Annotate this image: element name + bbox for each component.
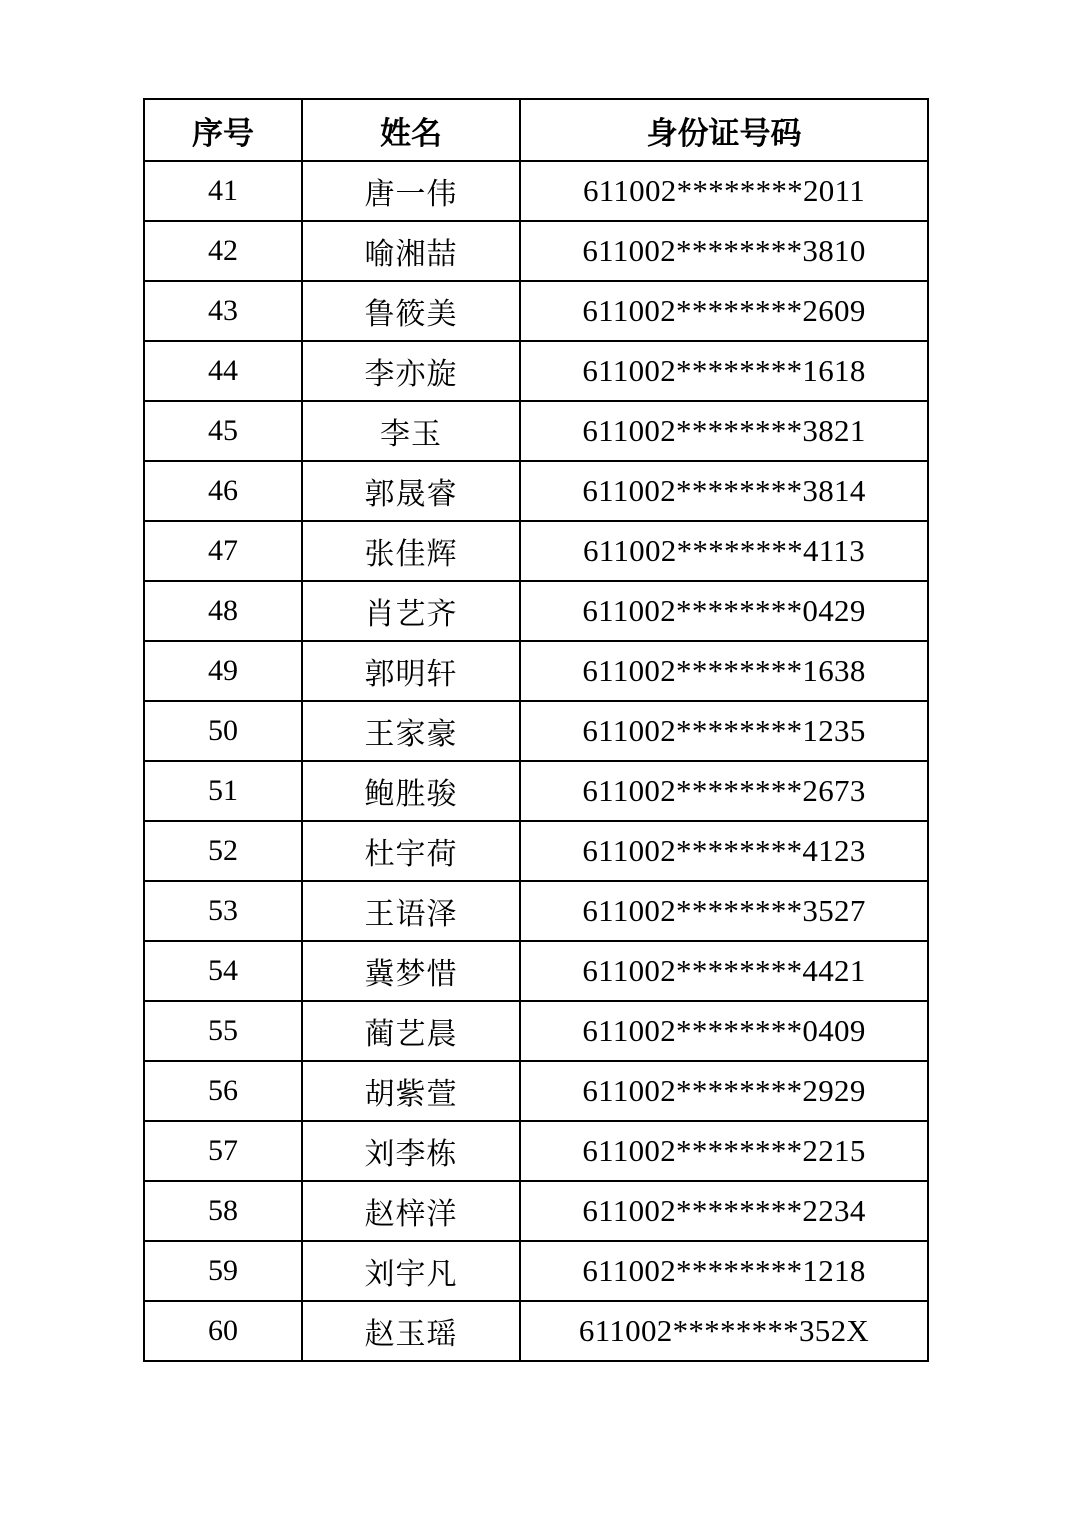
table-row [144,521,928,581]
row-seq: 44 [144,341,302,401]
table-row [144,461,928,521]
table-row [144,1241,928,1301]
row-name: 赵梓洋 [302,1181,520,1241]
row-seq: 49 [144,641,302,701]
table-row [144,641,928,701]
row-id-number: 611002********1618 [520,341,928,401]
row-id-number: 611002********4113 [520,521,928,581]
table-row [144,1181,928,1241]
row-id-number: 611002********3810 [520,221,928,281]
row-name: 郭明轩 [302,641,520,701]
row-name: 刘宇凡 [302,1241,520,1301]
row-name: 鲁筱美 [302,281,520,341]
row-name: 杜宇荷 [302,821,520,881]
row-id-number: 611002********0409 [520,1001,928,1061]
row-name: 胡紫萱 [302,1061,520,1121]
row-seq: 56 [144,1061,302,1121]
row-name: 喻湘喆 [302,221,520,281]
row-name: 郭晟睿 [302,461,520,521]
table-row [144,161,928,221]
row-seq: 57 [144,1121,302,1181]
row-name: 李亦旋 [302,341,520,401]
row-name: 王家豪 [302,701,520,761]
row-seq: 43 [144,281,302,341]
row-name: 唐一伟 [302,161,520,221]
table-row [144,281,928,341]
row-seq: 45 [144,401,302,461]
header-row [144,99,928,161]
row-id-number: 611002********2929 [520,1061,928,1121]
table-row [144,401,928,461]
row-id-number: 611002********352X [520,1301,928,1361]
row-id-number: 611002********1235 [520,701,928,761]
row-id-number: 611002********2215 [520,1121,928,1181]
row-seq: 50 [144,701,302,761]
row-id-number: 611002********3527 [520,881,928,941]
row-id-number: 611002********3814 [520,461,928,521]
row-name: 肖艺齐 [302,581,520,641]
row-id-number: 611002********3821 [520,401,928,461]
table-row [144,1301,928,1361]
header-seq: 序号 [144,99,302,161]
header-name: 姓名 [302,99,520,161]
row-seq: 48 [144,581,302,641]
table-row [144,761,928,821]
row-seq: 55 [144,1001,302,1061]
header-id: 身份证号码 [520,99,928,161]
table-header [144,99,928,161]
row-seq: 58 [144,1181,302,1241]
row-seq: 59 [144,1241,302,1301]
row-id-number: 611002********1638 [520,641,928,701]
row-id-number: 611002********4421 [520,941,928,1001]
row-name: 赵玉瑶 [302,1301,520,1361]
row-seq: 41 [144,161,302,221]
row-name: 蔺艺晨 [302,1001,520,1061]
table-row [144,1061,928,1121]
row-id-number: 611002********1218 [520,1241,928,1301]
row-seq: 42 [144,221,302,281]
row-id-number: 611002********0429 [520,581,928,641]
row-name: 冀梦惜 [302,941,520,1001]
table-row [144,941,928,1001]
row-seq: 46 [144,461,302,521]
table-row [144,221,928,281]
table-row [144,881,928,941]
row-seq: 51 [144,761,302,821]
row-id-number: 611002********2609 [520,281,928,341]
table-row [144,581,928,641]
row-seq: 54 [144,941,302,1001]
row-id-number: 611002********2011 [520,161,928,221]
row-id-number: 611002********4123 [520,821,928,881]
table-row [144,701,928,761]
row-seq: 60 [144,1301,302,1361]
table-row [144,821,928,881]
row-name: 李玉 [302,401,520,461]
row-name: 鲍胜骏 [302,761,520,821]
row-name: 王语泽 [302,881,520,941]
roster-table [143,98,929,1362]
row-seq: 52 [144,821,302,881]
row-id-number: 611002********2673 [520,761,928,821]
table-row [144,341,928,401]
row-seq: 53 [144,881,302,941]
row-name: 张佳辉 [302,521,520,581]
row-name: 刘李栋 [302,1121,520,1181]
table-row [144,1121,928,1181]
table-body [144,161,928,1361]
row-id-number: 611002********2234 [520,1181,928,1241]
row-seq: 47 [144,521,302,581]
table-row [144,1001,928,1061]
